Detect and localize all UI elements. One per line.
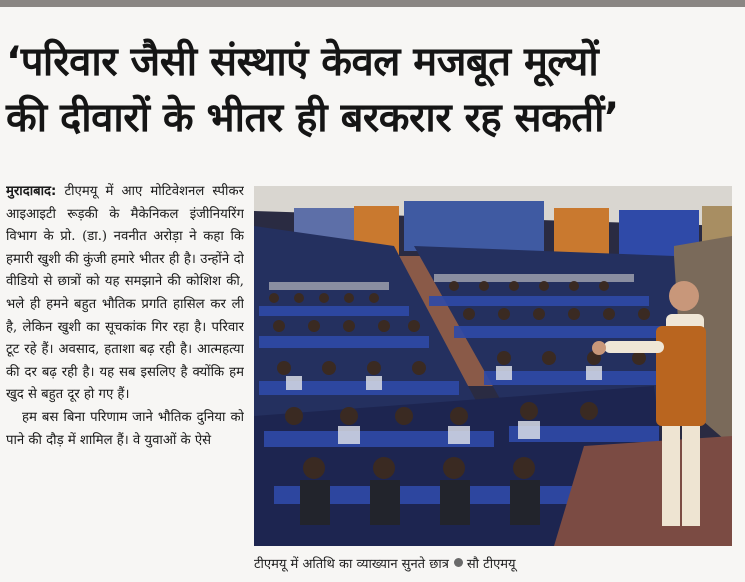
bullet-icon — [454, 558, 463, 567]
photo-credit: सौ टीएमयू — [466, 557, 516, 572]
news-photo — [254, 186, 732, 546]
top-rule — [0, 0, 745, 7]
paragraph-1-text: टीएमयू में आए मोटिवेशनल स्पीकर आइआइटी रूड़की के मैकेनिकल इंजीनियरिंग विभाग के प्रो. (डा.) नवनीत अरोड़ा ने कहा कि हमारी खुशी की कुंजी हमारे भीतर ही है। उन्होंने दो वीडियो से छात्रों को यह समझाने की कोशिश की, भले ही हमने बहुत भौतिक प्रगति हासिल कर ली है, लेकिन खुशी का सूचकांक गिर रहा है। परिवार टूट रहे हैं। अवसाद, हताशा बढ़ रही है। आत्महत्या की दर बढ़ रही है। यह सब इसलिए है क्योंकि हम खुद से बहुत दूर हो गए हैं। — [6, 184, 244, 403]
caption-text: टीएमयू में अतिथि का व्याख्यान सुनते छात्र — [254, 557, 449, 572]
headline — [6, 34, 742, 146]
headline-line-1: ‘परिवार जैसी संस्थाएं केवल मजबूत मूल्यों — [6, 39, 599, 85]
dateline: मुरादाबाद: — [6, 184, 57, 199]
auditorium-illustration — [254, 186, 732, 546]
headline-line-2: की दीवारों के भीतर ही बरकरार रह सकतीं’ — [6, 95, 619, 141]
photo-caption — [254, 554, 734, 572]
article-body — [6, 181, 244, 582]
article-paragraph-1 — [6, 181, 244, 407]
article-paragraph-2: हम बस बिना परिणाम जाने भौतिक दुनिया को पाने की दौड़ में शामिल हैं। वे युवाओं के ऐसे — [6, 409, 244, 448]
